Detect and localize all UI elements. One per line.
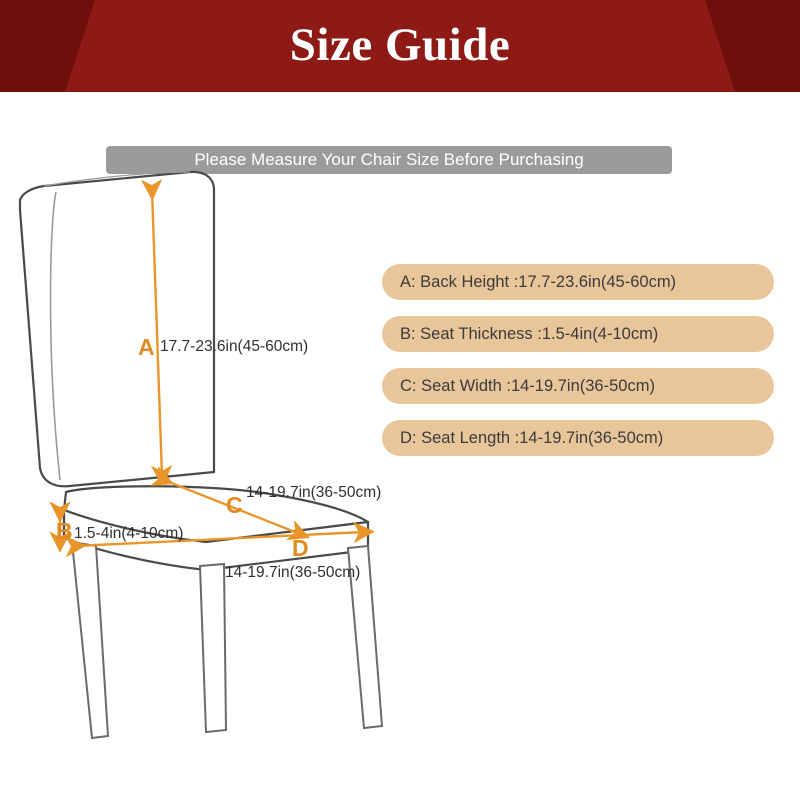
chair-leg-back-left (72, 542, 108, 738)
dimension-label-d-letter: D (292, 535, 309, 561)
page-title: Size Guide (289, 19, 511, 71)
legend-item-back-height-label: A: Back Height :17.7-23.6in(45-60cm) (400, 272, 677, 291)
legend-item-seat-width-label: C: Seat Width :14-19.7in(36-50cm) (400, 376, 655, 395)
legend-item-seat-thickness-label: B: Seat Thickness :1.5-4in(4-10cm) (400, 324, 659, 343)
page-header (0, 0, 800, 98)
legend-item-seat-length-label: D: Seat Length :14-19.7in(36-50cm) (400, 428, 664, 447)
legend-item-back-height (382, 264, 774, 300)
legend-item-seat-width (382, 368, 774, 404)
dimension-label-c-value: 14-19.7in(36-50cm) (246, 484, 382, 501)
legend-item-seat-length (382, 420, 774, 456)
measure-instruction-text: Please Measure Your Chair Size Before Purchasing (194, 150, 584, 169)
header-bottom-rule (0, 92, 800, 98)
legend-item-seat-thickness (382, 316, 774, 352)
dimension-label-a-letter: A (138, 334, 155, 360)
chair-diagram (0, 150, 420, 790)
dimension-label-c-letter: C (226, 492, 243, 518)
dimension-label-a-value: 17.7-23.6in(45-60cm) (160, 338, 309, 355)
dimension-label-b-letter: B (56, 518, 73, 544)
chair-illustration (0, 150, 420, 790)
size-legend (382, 264, 774, 472)
chair-leg-front-left (200, 564, 226, 732)
chair-back-outline (20, 172, 214, 486)
dimension-label-b-value: 1.5-4in(4-10cm) (74, 525, 184, 542)
dimension-label-d-value: 14-19.7in(36-50cm) (225, 564, 361, 581)
